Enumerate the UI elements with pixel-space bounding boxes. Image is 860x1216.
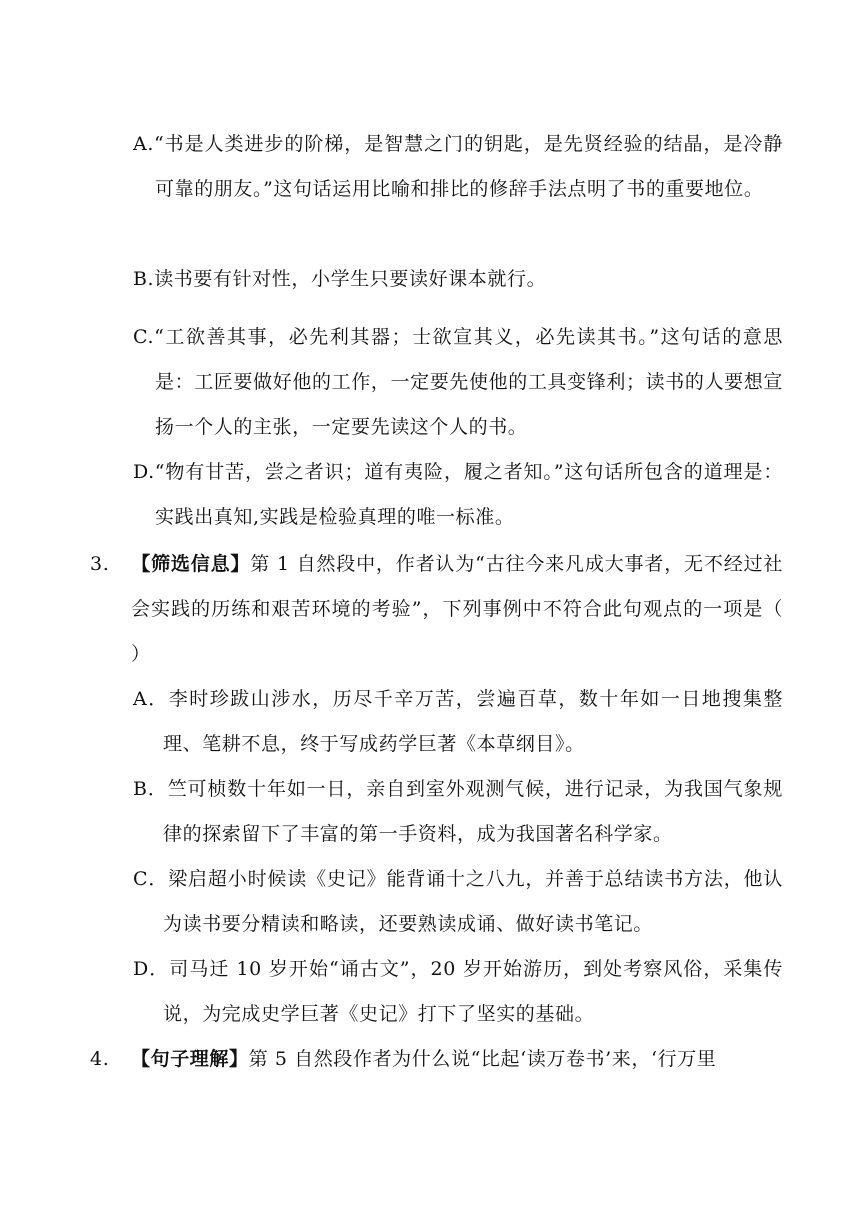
option-2a xyxy=(133,122,783,212)
option-letter: B． xyxy=(133,778,168,800)
option-3a xyxy=(133,677,783,767)
option-letter: B. xyxy=(133,268,155,290)
question-3 xyxy=(90,542,783,677)
question-text: 第 1 自然段中，作者认为“古往今来凡成大事者，无不经过社会实践的历练和艰苦环境的考验”，下列事例中不符合此句观点的一项是（ ） xyxy=(131,553,783,665)
option-2c xyxy=(133,315,783,450)
option-text: 梁启超小时候读《史记》能背诵十之八九，并善于总结读书方法，他认为读书要分精读和略读，还要熟读成诵、做好读书笔记。 xyxy=(163,868,783,935)
option-3c xyxy=(133,857,783,947)
question-tag: 【句子理解】 xyxy=(131,1048,249,1070)
option-letter: A. xyxy=(133,133,154,155)
option-text: “工欲善其事，必先利其器；士欲宣其义，必先读其书。”这句话的意思是：工匠要做好他的工作，一定要先使他的工具变锋利；读书的人要想宣扬一个人的主张，一定要先读这个人的书。 xyxy=(154,326,783,438)
option-letter: C． xyxy=(133,868,169,890)
question-4 xyxy=(90,1037,783,1082)
option-letter: A． xyxy=(133,688,169,710)
option-3d xyxy=(133,947,783,1037)
option-letter: D. xyxy=(133,461,155,483)
question-tag: 【筛选信息】 xyxy=(131,553,251,575)
question-text: 第 5 自然段作者为什么说“比起‘读万卷书’来，‘行万里 xyxy=(248,1048,717,1070)
option-text: “物有甘苦，尝之者识；道有夷险，履之者知。”这句话所包含的道理是：实践出真知,实践是检验真理的唯一标准。 xyxy=(154,461,783,528)
question-number: 3. xyxy=(90,553,110,575)
option-text: “书是人类进步的阶梯，是智慧之门的钥匙，是先贤经验的结晶，是冷静可靠的朋友。”这句话运用比喻和排比的修辞手法点明了书的重要地位。 xyxy=(153,133,783,200)
option-letter: D． xyxy=(133,958,170,980)
option-2b xyxy=(133,257,783,302)
option-text: 司马迁 10 岁开始“诵古文”，20 岁开始游历，到处考察风俗，采集传说，为完成史学巨著《史记》打下了坚实的基础。 xyxy=(163,958,783,1025)
option-letter: C. xyxy=(133,326,155,348)
option-text: 李时珍跋山涉水，历尽千辛万苦，尝遍百草，数十年如一日地搜集整理、笔耕不息，终于写成药学巨著《本草纲目》。 xyxy=(163,688,783,755)
option-text: 竺可桢数十年如一日，亲自到室外观测气候，进行记录，为我国气象规律的探索留下了丰富的第一手资料，成为我国著名科学家。 xyxy=(163,778,783,845)
option-2d xyxy=(133,450,783,540)
option-3b xyxy=(133,767,783,857)
question-number: 4. xyxy=(90,1048,110,1070)
option-text: 读书要有针对性，小学生只要读好课本就行。 xyxy=(154,268,547,290)
